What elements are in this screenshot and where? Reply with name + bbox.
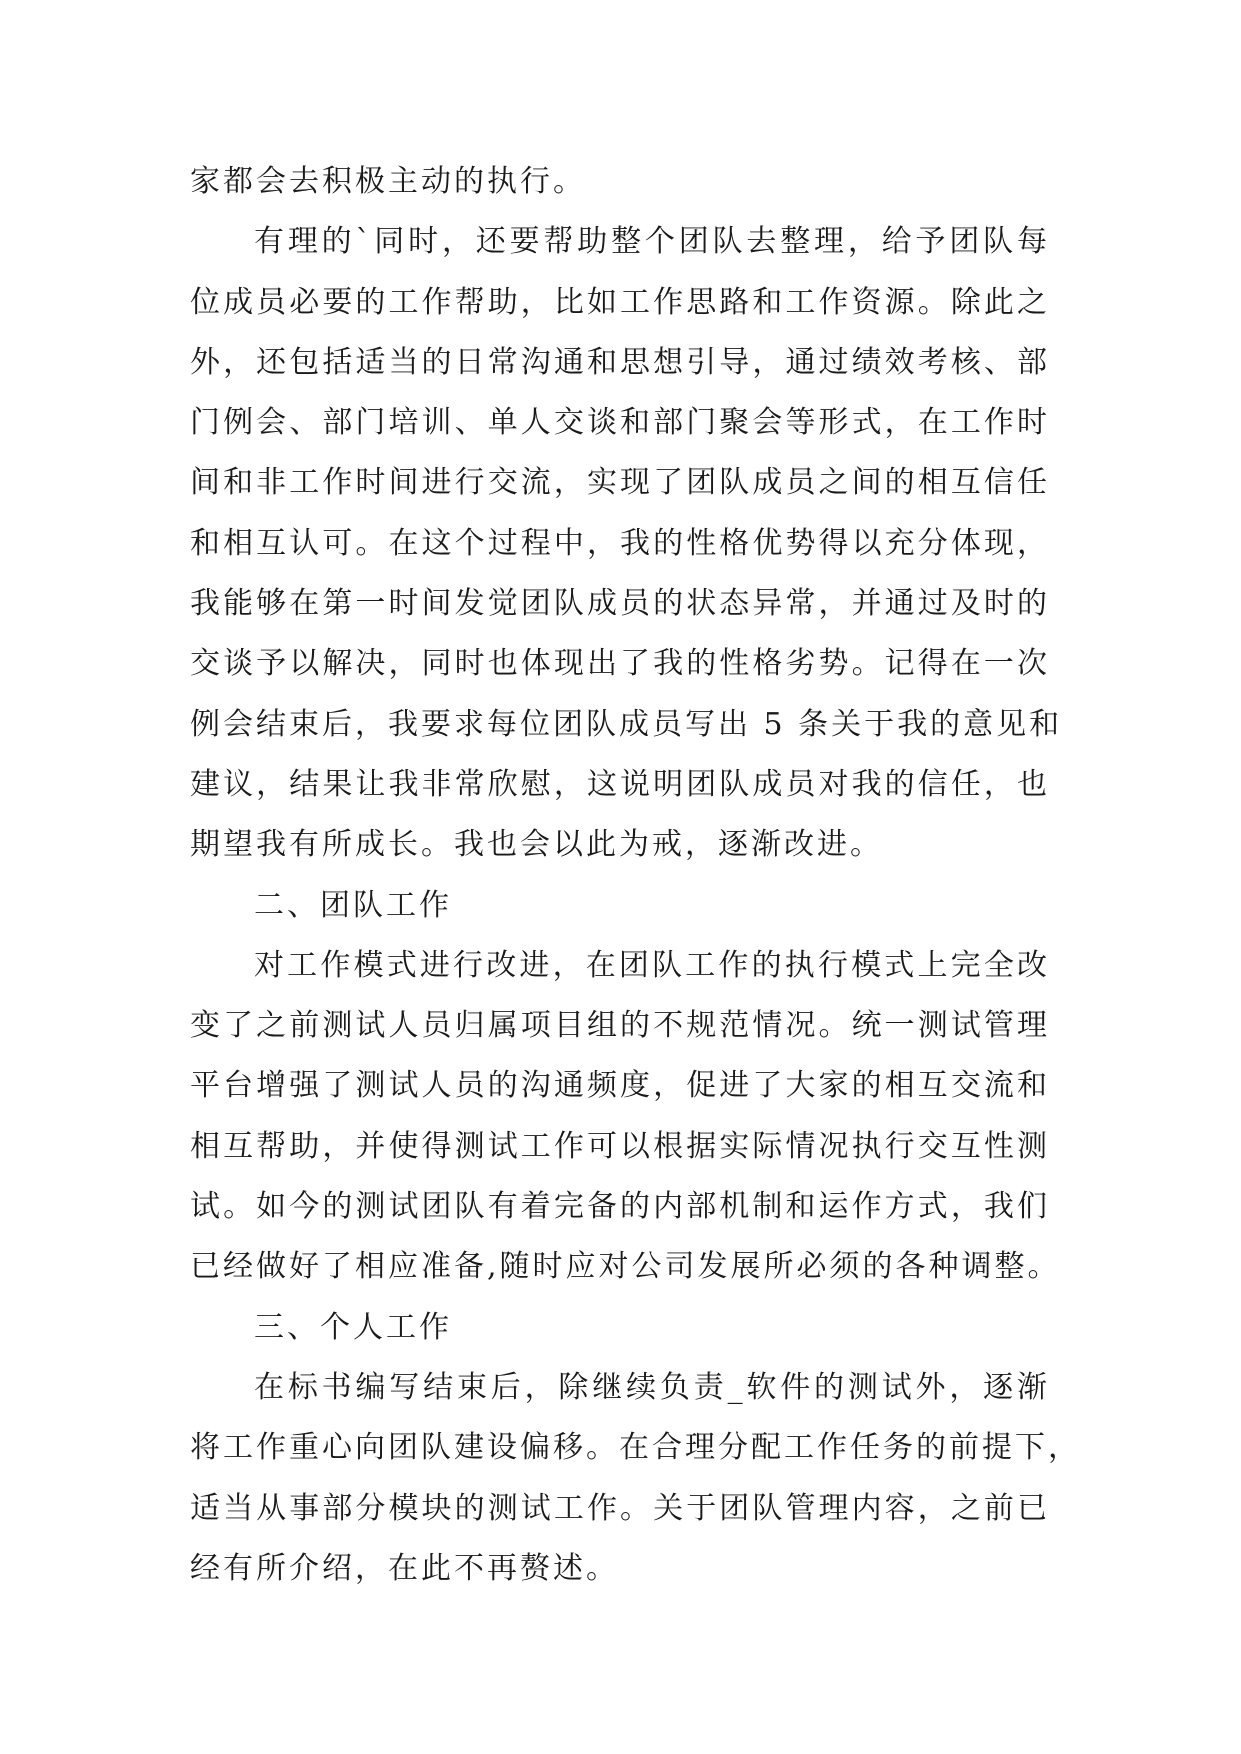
text-line: 例会结束后，我要求每位团队成员写出 5 条关于我的意见和 <box>190 706 1063 742</box>
text-line: 间和非工作时间进行交流，实现了团队成员之间的相互信任 <box>190 465 1050 501</box>
text-line: 外，还包括适当的日常沟通和思想引导，通过绩效考核、部 <box>190 344 1050 380</box>
text-line: 我能够在第一时间发觉团队成员的状态异常，并通过及时的 <box>190 586 1050 622</box>
text-line: 试。如今的测试团队有着完备的内部机制和运作方式，我们 <box>190 1189 1050 1225</box>
text-line: 平台增强了测试人员的沟通频度，促进了大家的相互交流和 <box>190 1068 1050 1104</box>
text-line: 在标书编写结束后，除继续负责_软件的测试外，逐渐 <box>254 1369 1050 1405</box>
document-body <box>190 152 1081 1599</box>
text-line: 相互帮助，并使得测试工作可以根据实际情况执行交互性测 <box>190 1128 1050 1164</box>
text-line: 有理的`同时，还要帮助整个团队去整理，给予团队每 <box>254 224 1050 260</box>
text-line: 变了之前测试人员归属项目组的不规范情况。统一测试管理 <box>190 1008 1050 1044</box>
text-line: 期望我有所成长。我也会以此为戒，逐渐改进。 <box>190 827 883 863</box>
text-line: 家都会去积极主动的执行。 <box>190 164 586 199</box>
text-line: 和相互认可。在这个过程中，我的性格优势得以充分体现， <box>190 525 1050 561</box>
text-line: 二、团队工作 <box>254 887 452 923</box>
text-line: 位成员必要的工作帮助，比如工作思路和工作资源。除此之 <box>190 284 1050 320</box>
document-page <box>190 152 1081 1599</box>
text-line: 交谈予以解决，同时也体现出了我的性格劣势。记得在一次 <box>190 646 1050 682</box>
text-line: 适当从事部分模块的测试工作。关于团队管理内容，之前已 <box>190 1490 1050 1526</box>
text-line: 门例会、部门培训、单人交谈和部门聚会等形式，在工作时 <box>190 405 1050 441</box>
text-line: 将工作重心向团队建设偏移。在合理分配工作任务的前提下， <box>190 1430 1081 1466</box>
text-line: 已经做好了相应准备,随时应对公司发展所必须的各种调整。 <box>190 1249 1061 1285</box>
text-line: 三、个人工作 <box>254 1309 452 1345</box>
text-line: 对工作模式进行改进，在团队工作的执行模式上完全改 <box>254 947 1050 983</box>
text-line: 经有所介绍，在此不再赘述。 <box>190 1550 619 1586</box>
text-line: 建议，结果让我非常欣慰，这说明团队成员对我的信任，也 <box>190 766 1050 802</box>
